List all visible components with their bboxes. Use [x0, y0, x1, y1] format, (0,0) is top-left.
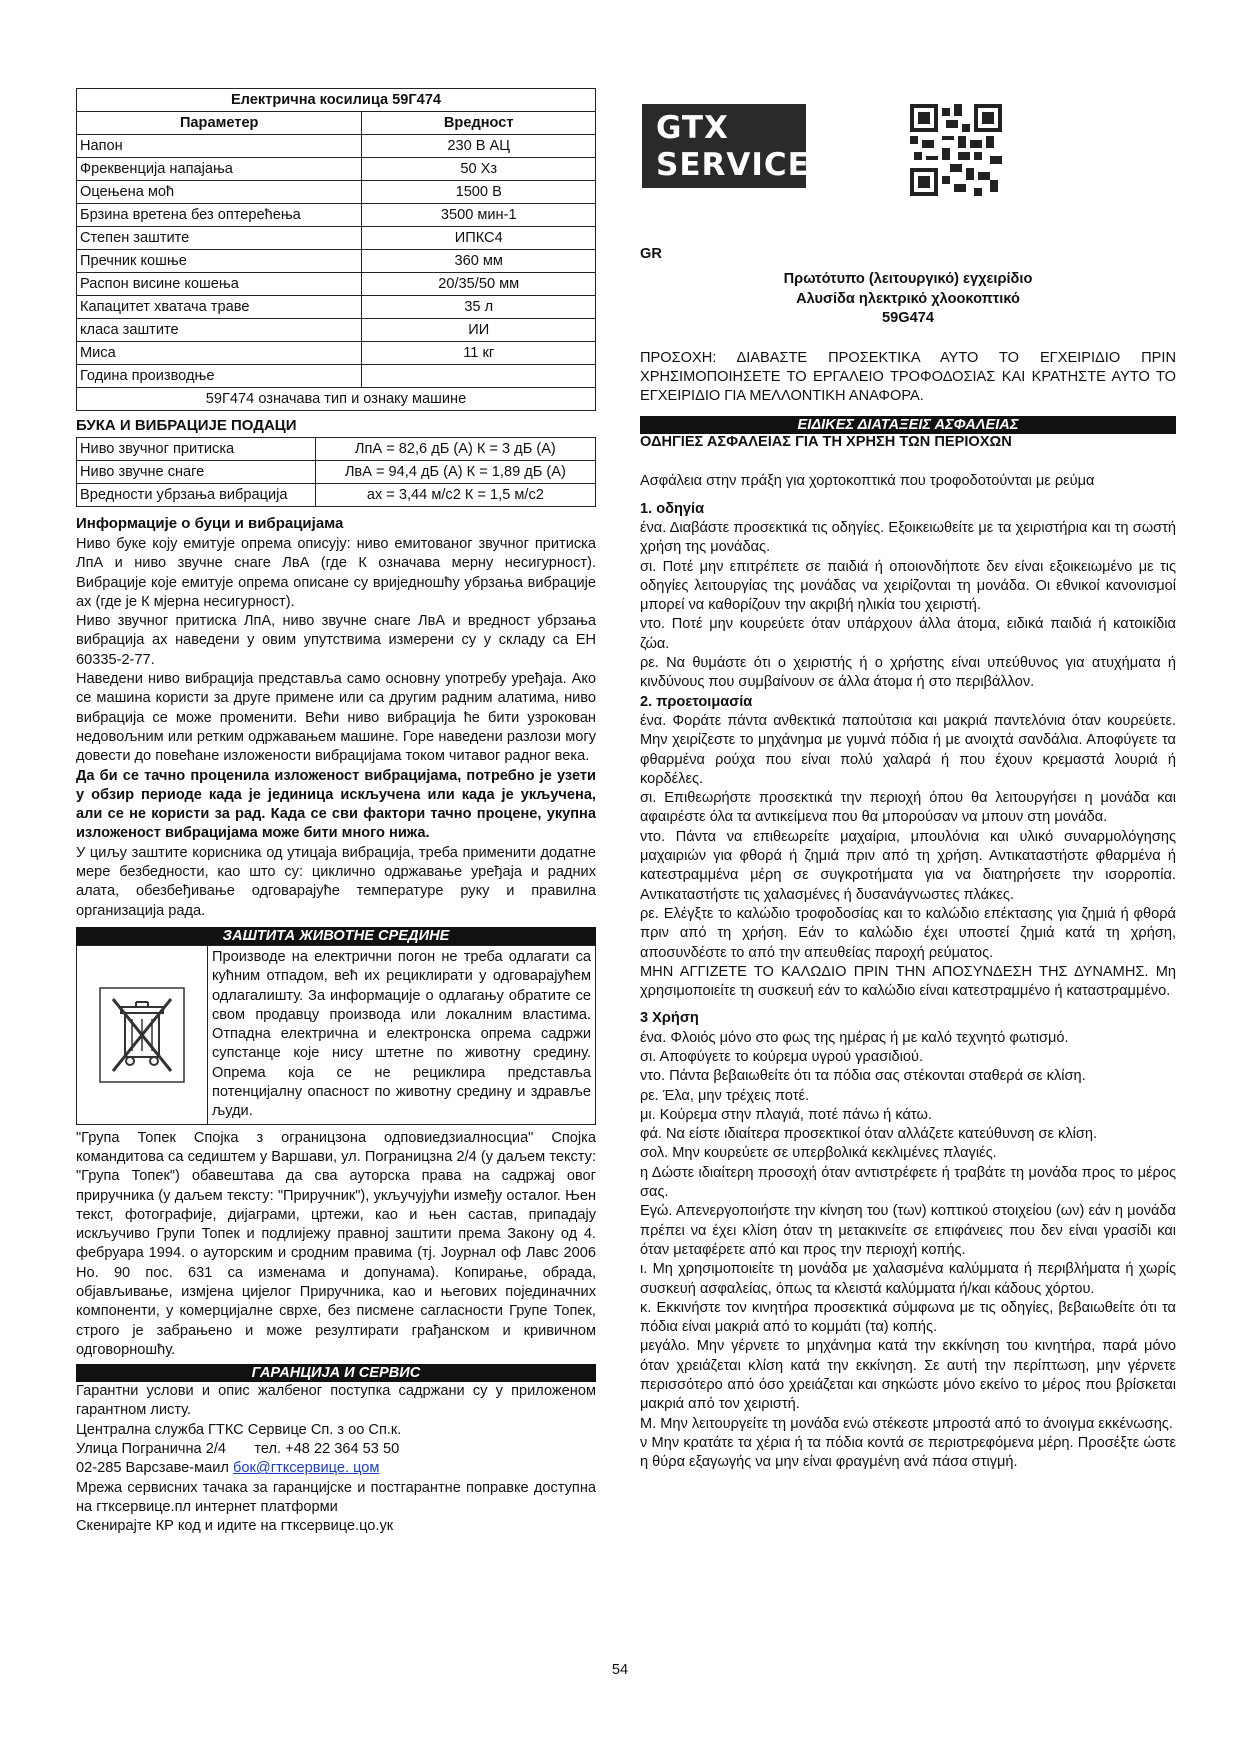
spec-param: Фреквенција напајања	[77, 158, 362, 181]
spec-param: Капацитет хватача траве	[77, 296, 362, 319]
gr-item: ντο. Ποτέ μην κουρεύετε όταν υπάρχουν άλλα άτομα, ειδικά παιδιά ή κατοικίδια ζώα.	[640, 616, 1176, 652]
gr-item: ένα. Φλοιός μόνο στο φως της ημέρας ή με καλό τεχνητό φωτισμό.	[640, 1029, 1069, 1046]
gr-item: σι. Αποφύγετε το κούρεμα υγρού γρασιδιού.	[640, 1049, 924, 1065]
gr-warning: ΠΡΟΣΟΧΗ: ΔΙΑΒΑΣΤΕ ΠΡΟΣΕΚΤΙΚΑ ΑΥΤΟ ΤΟ ΕΓΧΕΙΡΙΔΙΟ ΠΡΙΝ ΧΡΗΣΙΜΟΠΟΙΗΣΕΤΕ ΤΟ ΕΡΓΑΛΕΙΟ ΤΡΟΦΟΔΟΣΙΑΣ ΚΑΙ ΚΡΑΤΗΣΤΕ ΑΥΤΟ ΤΟ ΕΓΧΕΙΡΙΔΙΟ ΓΙΑ ΜΕΛΛΟΝΤΙΚΗ ΑΝΑΦΟΡΑ.	[640, 349, 1176, 405]
gr-item: ρε. Να θυμάστε ότι ο χειριστής ή ο χρήστης είναι υπεύθυνος για ατυχήματα ή κινδύνους που συμβαίνουν σε άλλα άτομα ή στο περιβάλλον.	[640, 655, 1176, 691]
spec-col-param: Параметер	[77, 112, 362, 135]
warranty-bar: ГАРАНЦИЈА И СЕРВИС	[76, 1364, 596, 1382]
gr-item: ντο. Πάντα να επιθεωρείτε μαχαίρια, μπουλόνια και υλικό συναρμολόγησης μαχαιριών για φθορά ή ζημιά πριν από τη χρήση. Αντικαταστήστε φθαρμένα ή κατεστραμμένα μέρη σε συγκροτήματα για να διατηρήσετε την ισορροπία. Αντικαταστήστε τις χαλασμένες ή δυσανάγνωστες πλάκες.	[640, 828, 1176, 903]
spec-title: Електрична косилица 59Г474	[77, 89, 596, 112]
noise-info-heading: Информације о буци и вибрацијама	[76, 515, 344, 532]
spec-param: Распон висине кошења	[77, 273, 362, 296]
spec-value: 20/35/50 мм	[362, 273, 596, 296]
spec-param: Напон	[77, 135, 362, 158]
noise-bold-paragraph: Да би се тачно проценила изложеност вибрацијама, потребно је узети у обзир периоде када је јединица искључена или када је укључена, али се не користи за рад. Када се сви фактори тачно процене, укупна изложеност вибрацијама може бити много нижа.	[76, 767, 596, 842]
noise-paragraph: Ниво буке коју емитује опрема описују: ниво емитованог звучног притиска ЛпА и ниво звучне снаге ЛвА (где К означава мерну несигурност). Вибрације које емитује опрема описане су вриједношћу убрзања вибрације ах (где је К мјерна несигурност).	[76, 536, 596, 610]
warranty-email-link[interactable]: бок@гтксервице. цом	[233, 1460, 380, 1477]
spec-value: 11 кг	[362, 342, 596, 365]
table-row	[77, 319, 596, 342]
spec-value: ИИ	[362, 319, 596, 342]
warranty-text: Гарантни услови и опис жалбеног поступка садржани су у приложеном гарантном листу.	[76, 1383, 596, 1419]
logo-line2: SERVICE	[656, 147, 810, 183]
warranty-street: Улица Погранична 2/4	[76, 1441, 226, 1458]
gr-item: ντο. Πάντα βεβαιωθείτε ότι τα πόδια σας στέκονται σταθερά σε κλίση.	[640, 1068, 1086, 1085]
crossed-out-bin-icon	[77, 946, 208, 1124]
gr-subhead: ΟΔΗΓΙΕΣ ΑΣΦΑΛΕΙΑΣ ΓΙΑ ΤΗ ΧΡΗΣΗ ΤΩΝ ΠΕΡΙΟΧΩΝ	[640, 434, 1012, 451]
gr-title-1: Πρωτότυπο (λειτουργικό) εγχειρίδιο	[783, 271, 1033, 287]
gr-item: σι. Ποτέ μην επιτρέπετε σε παιδιά ή οποιονδήποτε δεν είναι εξοικειωμένο με τις οδηγίες λειτουργίας της μονάδας να χειρίζονται τη μονάδα. Οι εθνικοί κανονισμοί μπορεί να καθορίζουν την ακριβή ηλικία του χειριστή.	[640, 558, 1176, 614]
noise-param: Вредности убрзања вибрација	[77, 484, 316, 507]
spec-param: Брзина вретена без оптерећења	[77, 204, 362, 227]
gr-item: ρε. Ελέγξτε το καλώδιο τροφοδοσίας και το καλώδιο επέκτασης για ζημιά ή φθορά πριν από τη χρήση. Εάν το καλώδιο έχει υποστεί ζημιά κατά τη χρήση, αποσυνδέστε το από την απευθείας παροχή ρεύματος.	[640, 905, 1176, 961]
gr-section-2: 2. προετοιμασία	[640, 693, 753, 710]
copyright-paragraph: "Група Топек Спојка з ограницзона одповиедзиалносциа" Спојка командитова са седиштем у Варшави, ул. Пограницзна 2/4 (у даљем тексту: "Група Топек") обавештава да сва ауторска права на садржај овог приручника (у даљем тексту: "Приручник"), укључујући између осталог. Њен текст, фотографије, дијаграми, цртежи, као и њен састав, припадају искључиво Групи Топек и подлијежу правној заштити према Закону од 4. фебруара 1994. о ауторским и сродним правима (тј. Јоурнал оф Лавс 2006 Но. 90 пос. 631 са изменама и допунама). Копирање, обрада, објављивање, измјена цијелог Приручника, као и његових појединачних компоненти, у комерцијалне сврхе, без писмене сагласности Групе Топек, строго је забрањено и може резултирати грађанском и кривичном одговорношћу.	[76, 1129, 596, 1358]
gtx-service-logo	[642, 104, 810, 188]
gr-item: Εγώ. Απενεργοποιήστε την κίνηση του (των) κοπτικού στοιχείου (ων) εάν η μονάδα πρέπει να έχει κλίση όταν τη μετακινείτε σε επιφάνειες που δεν είναι γρασίδι και όταν μεταφέρετε από και προς την περιοχή κοπής.	[640, 1203, 1176, 1258]
warranty-address-line	[76, 1440, 596, 1459]
table-row	[77, 438, 596, 461]
spec-value: 360 мм	[362, 250, 596, 273]
gr-item: ν Μην κρατάτε τα χέρια ή τα πόδια κοντά σε περιστρεφόμενα μέρη. Προσέξτε ώστε η θύρα εξαγωγής να μην είναι φραγμένη ανά πάσα στιγμή.	[640, 1434, 1176, 1471]
table-row	[77, 158, 596, 181]
table-row	[77, 484, 596, 507]
table-row	[77, 135, 596, 158]
noise-param: Ниво звучног притиска	[77, 438, 316, 461]
gr-intro: Ασφάλεια στην πράξη για χορτοκοπτικά που τροφοδοτούνται με ρεύμα	[640, 473, 1095, 490]
right-column	[640, 88, 1176, 1473]
spec-value: 1500 В	[362, 181, 596, 204]
gr-section-1: 1. οδηγία	[640, 500, 705, 517]
env-bar: ЗАШТИТА ЖИВОТНЕ СРЕДИНЕ	[76, 927, 596, 945]
spec-footer: 59Г474 означава тип и ознаку машине	[77, 388, 596, 411]
gr-item: ι. Μη χρησιμοποιείτε τη μονάδα με χαλασμένα καλύμματα ή περιβλήματα ή χωρίς συσκευή ασφαλείας, όπως τα κλειστά καλύμματα ή/και κάδους χόρτου.	[640, 1261, 1176, 1297]
warranty-text: Централна служба ГТКС Сервице Сп. з оо Сп.к.	[76, 1421, 402, 1438]
gr-item: ρε. Έλα, μην τρέχεις ποτέ.	[640, 1087, 810, 1104]
gr-item: σι. Επιθεωρήστε προσεκτικά την περιοχή όπου θα λειτουργήσει η μονάδα και αφαιρέστε όλα τα αντικείμενα που θα μπορούσαν να μπουν στη μονάδα.	[640, 790, 1176, 826]
table-row	[77, 296, 596, 319]
table-row	[77, 342, 596, 365]
gr-item: Μ. Μην λειτουργείτε τη μονάδα ενώ στέκεστε μπροστά από το άνοιγμα εκκένωσης.	[640, 1415, 1173, 1432]
gr-item: σολ. Μην κουρεύετε σε υπερβολικά κεκλιμένες πλαγιές.	[640, 1145, 997, 1162]
page-number: 54	[611, 1662, 629, 1678]
spec-param: Оцењена моћ	[77, 181, 362, 204]
table-row	[77, 365, 596, 388]
gr-item: κ. Εκκινήστε τον κινητήρα προσεκτικά σύμφωνα με τις οδηγίες, βεβαιωθείτε ότι τα πόδια είναι μακριά από το κομμάτι (τα) κοπής.	[640, 1299, 1176, 1336]
gr-item: μι. Κούρεμα στην πλαγιά, ποτέ πάνω ή κάτω.	[640, 1106, 932, 1123]
noise-param: Ниво звучне снаге	[77, 461, 316, 484]
noise-value: ЛпА = 82,6 дБ (А) К = 3 дБ (А)	[315, 438, 595, 461]
gr-item: μεγάλο. Μην γέρνετε το μηχάνημα κατά την εκκίνηση του κινητήρα, παρά μόνο όταν χρειάζεται κλίση κατά την εκκίνηση. Σε αυτή την περίπτωση, μην γέρνετε περισσότερο από όσο χρειάζεται και σηκώστε μόνο εκείνο το μέρος που βρίσκεται μακριά από τον χειριστή.	[640, 1338, 1176, 1413]
spec-param: Пречник кошње	[77, 250, 362, 273]
warranty-phone: тел. +48 22 364 53 50	[254, 1441, 400, 1458]
spec-value: 230 В АЦ	[362, 135, 596, 158]
table-row	[77, 461, 596, 484]
gr-item: ένα. Διαβάστε προσεκτικά τις οδηγίες. Εξοικειωθείτε με τα χειριστήρια και τη σωστή χρήση της μονάδας.	[640, 519, 1176, 556]
noise-value: ах = 3,44 м/с2 К = 1,5 м/с2	[315, 484, 595, 507]
noise-heading: БУКА И ВИБРАЦИЈЕ ПОДАЦИ	[76, 417, 297, 434]
gr-item: η Δώστε ιδιαίτερη προσοχή όταν αντιστρέφετε ή τραβάτε τη μονάδα προς το μέρος σας.	[640, 1164, 1176, 1201]
spec-table	[76, 88, 596, 411]
left-column	[76, 88, 596, 1537]
warranty-mail-line	[76, 1459, 596, 1478]
table-row	[77, 227, 596, 250]
warranty-text: Мрежа сервисних тачака за гаранцијске и постгарантне поправке доступна на гтксервице.пл интернет платформи	[76, 1479, 596, 1515]
env-text: Производе на електрични погон не треба одлагати са кућним отпадом, већ их рециклирати у одговарајућем одлагалишту. За информације о одлагању обратите се свом продавцу производа или локалним властима. Отпадна електрична и електронска опрема садржи супстанце које нису штетне по животну средину. Опрема која се не рециклира представља потенцијалну опасност по животну средину и здравље људи.	[212, 948, 591, 1120]
gr-item: ΜΗΝ ΑΓΓΙΖΕΤΕ ΤΟ ΚΑΛΩΔΙΟ ΠΡΙΝ ΤΗΝ ΑΠΟΣΥΝΔΕΣΗ ΤΗΣ ΔΥΝΑΜΗΣ. Μη χρησιμοποιείτε τη συσκευή εάν το καλώδιο είναι κατεστραμμένο ή καταστραμμένο.	[640, 963, 1176, 1000]
spec-value: ИПКС4	[362, 227, 596, 250]
gr-item: ένα. Φοράτε πάντα ανθεκτικά παπούτσια και μακριά παντελόνια όταν κουρεύετε. Μην χειρίζεστε το μηχάνημα με γυμνά πόδια ή με ανοιχτά σανδάλια. Αποφύγετε τα φθαρμένα ρούχα που είναι πολύ χαλαρά ή που έχουν κρεμαστά λουριά ή κορδέλες.	[640, 712, 1176, 787]
table-row	[77, 204, 596, 227]
noise-table	[76, 437, 596, 507]
spec-value: 50 Хз	[362, 158, 596, 181]
spec-param: Миса	[77, 342, 362, 365]
noise-value: ЛвА = 94,4 дБ (А) К = 1,89 дБ (А)	[315, 461, 595, 484]
spec-value: 35 л	[362, 296, 596, 319]
spec-param: Степен заштите	[77, 227, 362, 250]
noise-paragraph: У циљу заштите корисника од утицаја вибрација, треба применити додатне мере безбедности, као што су: циклично одржавање уређаја и радних алата, обезбеђивање одговарајуће температуре руку и правилна организација рада.	[76, 844, 596, 919]
noise-paragraph: Наведени ниво вибрација представља само основну употребу уређаја. Ако се машина користи за друге примене или са другим радним алатима, ниво вибрација се може променити. Већи ниво вибрација ће бити узрокован недовољним или ретким одржавањем машине. Горе наведени разлози могу довести до повећане изложености вибрацијама током читавог радног века.	[76, 671, 596, 765]
spec-col-value: Вредност	[362, 112, 596, 135]
logo-line1: GTX	[656, 110, 729, 146]
spec-param: класа заштите	[77, 319, 362, 342]
table-row	[77, 181, 596, 204]
env-box	[76, 945, 596, 1125]
noise-paragraph: Ниво звучног притиска ЛпА, ниво звучне снаге ЛвА и вредност убрзања вибрација ах наведени у овим упутствима измерени су у складу са ЕН 60335-2-77.	[76, 613, 596, 668]
warranty-text: Скенирајте КР код и идите на гтксервице.цо.ук	[76, 1518, 394, 1535]
header-row	[640, 88, 1176, 258]
warranty-postcode: 02-285 Варсзаве-маил	[76, 1460, 229, 1477]
spec-value: 3500 мин-1	[362, 204, 596, 227]
gr-item: φά. Να είστε ιδιαίτερα προσεκτικοί όταν αλλάζετε κατεύθυνση σε κλίση.	[640, 1126, 1098, 1143]
table-row	[77, 273, 596, 296]
language-code: GR	[640, 246, 662, 262]
table-row	[77, 250, 596, 273]
qr-code-icon	[910, 104, 1002, 201]
gr-section-3: 3 Χρήση	[640, 1010, 699, 1027]
spec-param: Година производње	[77, 365, 362, 388]
gr-title-2: Αλυσίδα ηλεκτρικό χλοοκοπτικό	[796, 290, 1020, 307]
spec-value	[362, 365, 596, 388]
gr-safety-bar: ΕΙΔΙΚΕΣ ΔΙΑΤΑΞΕΙΣ ΑΣΦΑΛΕΙΑΣ	[640, 416, 1176, 434]
gr-title-3: 59G474	[882, 310, 934, 326]
